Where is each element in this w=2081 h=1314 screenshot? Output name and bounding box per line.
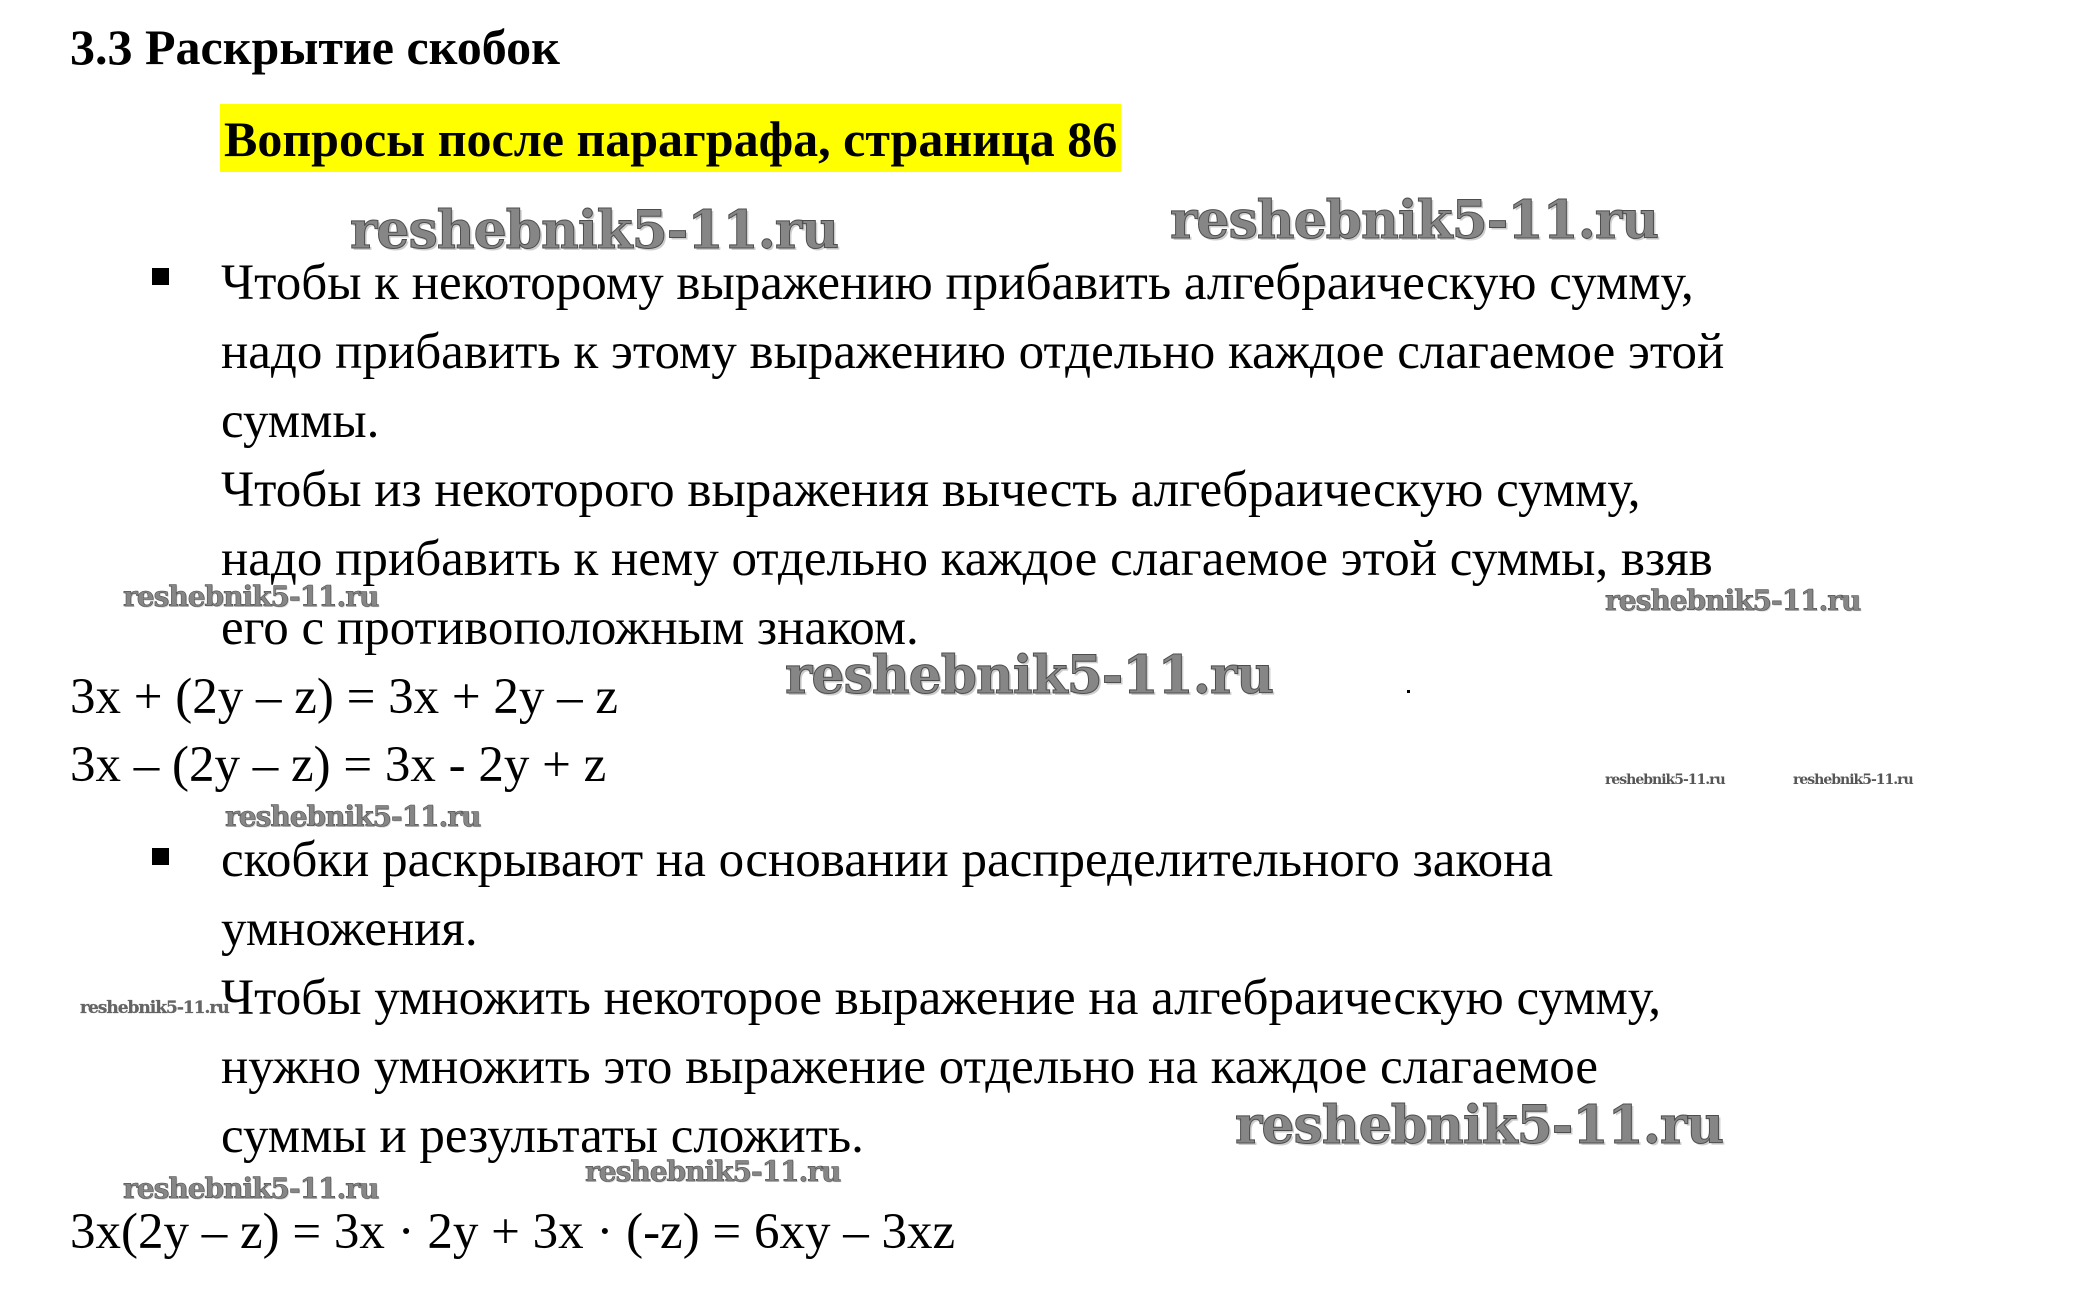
watermark: reshebnik5-11.ru [585,1155,841,1188]
paragraph-line: нужно умножить это выражение отдельно на каждое слагаемое [221,1039,1598,1095]
paragraph-line: его с противоположным знаком. [221,600,919,656]
paragraph-line: надо прибавить к нему отдельно каждое слагаемое этой суммы, взяв [221,531,1713,587]
watermark: reshebnik5-11.ru [1605,584,1861,617]
watermark: reshebnik5-11.ru [785,645,1274,706]
watermark: reshebnik5-11.ru [123,1172,379,1205]
formula-line: 3x(2y – z) = 3x · 2y + 3x · (-z) = 6xy – 3xz [70,1204,956,1260]
paragraph-line: Чтобы из некоторого выражения вычесть алгебраическую сумму, [221,462,1641,518]
paragraph-line: надо прибавить к этому выражению отдельно каждое слагаемое этой [221,324,1725,380]
paragraph-line: скобки раскрывают на основании распределительного закона [221,832,1554,888]
page-title: 3.3 Раскрытие скобок [70,19,560,75]
watermark: reshebnik5-11.ru [225,800,481,833]
watermark: reshebnik5-11.ru [123,580,379,613]
paragraph-line: умножения. [221,901,478,957]
paragraph-line: Чтобы умножить некоторое выражение на алгебраическую сумму, [221,970,1661,1026]
paragraph-line: суммы. [221,393,380,449]
watermark: reshebnik5-11.ru [1170,190,1659,251]
bullet-marker [152,848,169,865]
watermark: reshebnik5-11.ru [350,200,839,261]
watermark: reshebnik5-11.ru [1605,772,1725,788]
paragraph-line: Чтобы к некоторому выражению прибавить алгебраическую сумму, [221,255,1694,311]
watermark: reshebnik5-11.ru [1235,1095,1724,1156]
formula-line: 3x + (2y – z) = 3x + 2y – z [70,669,619,725]
section-subtitle-highlighted: Вопросы после параграфа, страница 86 [220,104,1121,172]
watermark: reshebnik5-11.ru [80,998,229,1018]
watermark: reshebnik5-11.ru [1793,772,1913,788]
paragraph-line: суммы и результаты сложить. [221,1108,864,1164]
bullet-marker [152,268,169,285]
stray-dot [1407,690,1410,693]
formula-line: 3x – (2y – z) = 3x - 2y + z [70,737,607,793]
